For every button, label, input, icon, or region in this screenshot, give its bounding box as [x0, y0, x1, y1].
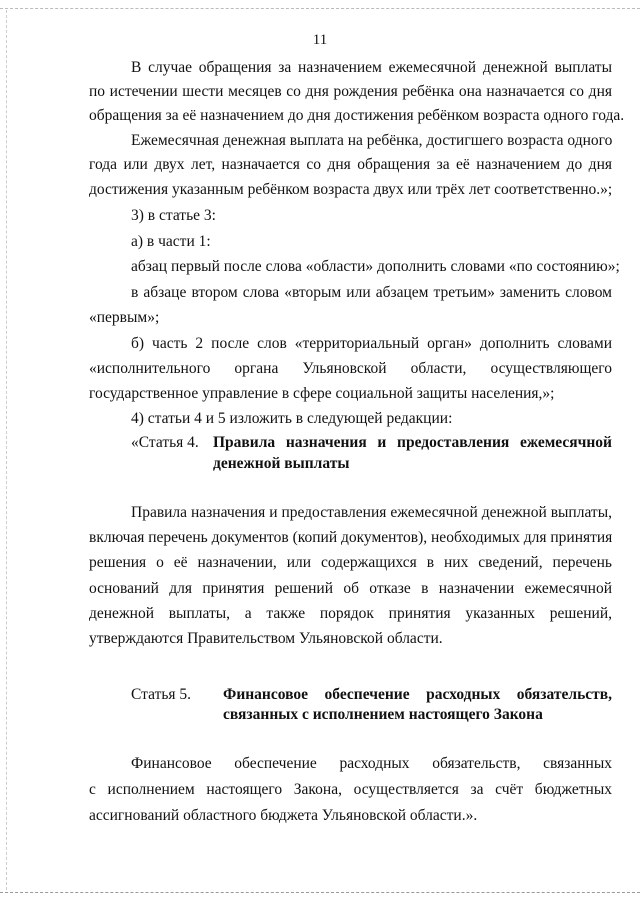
paragraph-line: в абзаце втором слова «вторым или абзацем третьим» заменить словом: [131, 284, 612, 301]
scan-edge-left: [6, 10, 7, 890]
paragraph-line: «первым»;: [89, 309, 160, 326]
article-5-label: Статья 5.: [131, 686, 192, 703]
scan-edge-bottom: [0, 892, 640, 893]
paragraph-line: по истечении шести месяцев со дня рождения ребёнка она назначается со дня: [89, 83, 612, 100]
article-4-label: «Статья 4.: [131, 434, 199, 451]
paragraph-line: Финансовое обеспечение расходных обязательств, связанных: [131, 755, 612, 772]
paragraph-line: достижения указанным ребёнком возраста двух или трёх лет соответственно.»;: [89, 181, 613, 198]
paragraph-line: денежной выплаты, а также порядок принятия указанных решений,: [89, 605, 612, 622]
article-4-title: Правила назначения и предоставления ежемесячной: [213, 434, 612, 451]
paragraph-line: с исполнением настоящего Закона, осуществляется за счёт бюджетных: [89, 781, 612, 798]
paragraph-line: «исполнительного органа Ульяновской области, осуществляющего: [89, 360, 612, 377]
paragraph-line: б) часть 2 после слов «территориальный орган» дополнить словами: [131, 335, 612, 352]
article-5-title: Финансовое обеспечение расходных обязательств,: [223, 686, 612, 703]
paragraph-line: абзац первый после слова «области» дополнить словами «по состоянию»;: [131, 258, 620, 275]
paragraph-line: решения о её назначении, или содержащихся в них сведений, перечень: [89, 554, 612, 571]
article-5-title: связанных с исполнением настоящего Закона: [223, 706, 543, 723]
paragraph-line: утверждаются Правительством Ульяновской области.: [89, 630, 443, 647]
paragraph-line: 4) статьи 4 и 5 изложить в следующей редакции:: [131, 410, 453, 427]
paragraph-line: ассигнований областного бюджета Ульяновской области.».: [89, 807, 478, 824]
paragraph-line: Ежемесячная денежная выплата на ребёнка, достигшего возраста одного: [131, 132, 613, 149]
paragraph-line: оснований для принятия решений об отказе в назначении ежемесячной: [89, 580, 612, 597]
scan-edge-top: [0, 8, 640, 9]
paragraph-line: а) в части 1:: [131, 233, 211, 250]
paragraph-line: В случае обращения за назначением ежемесячной денежной выплаты: [131, 59, 612, 76]
article-4-title: денежной выплаты: [213, 455, 350, 472]
paragraph-line: включая перечень документов (копий документов), необходимых для принятия: [89, 529, 613, 546]
paragraph-line: государственное управление в сфере социальной защиты населения,»;: [89, 385, 555, 402]
paragraph-line: 3) в статье 3:: [131, 207, 216, 224]
paragraph-line: года или двух лет, назначается со дня обращения за её назначением до дня: [89, 156, 612, 173]
paragraph-line: обращения за её назначением до дня достижения ребёнком возраста одного года.: [89, 107, 625, 124]
paragraph-line: Правила назначения и предоставления ежемесячной денежной выплаты,: [131, 504, 612, 521]
page-number: 11: [312, 32, 328, 48]
